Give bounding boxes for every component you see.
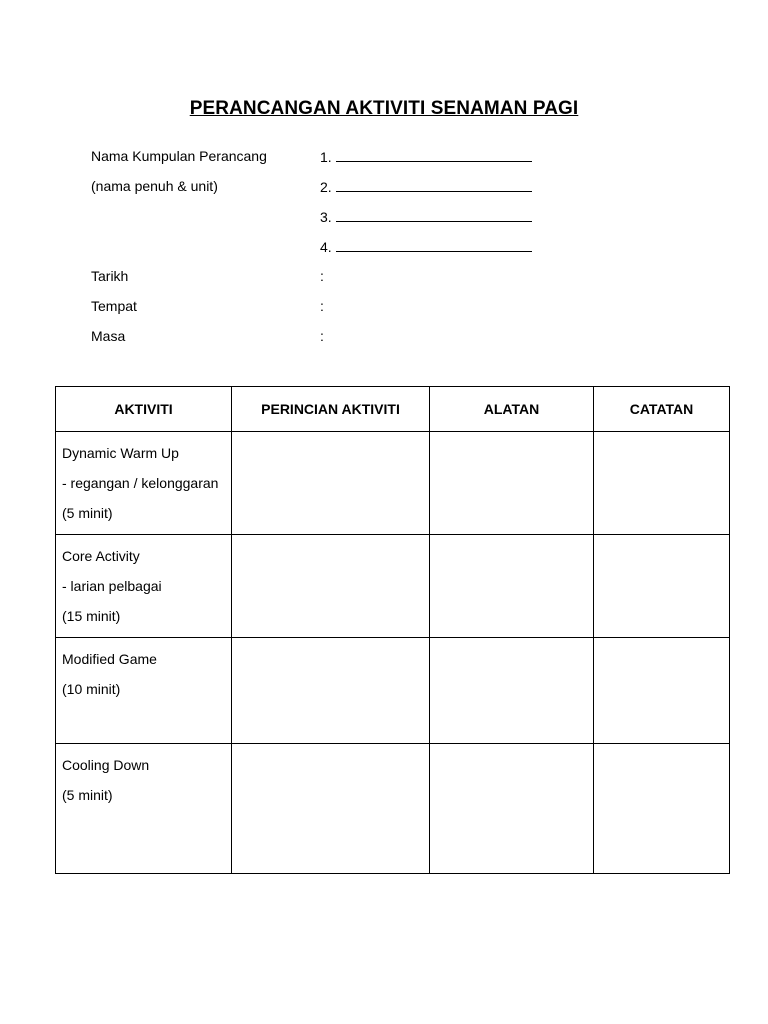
member-2-blank-line[interactable] bbox=[336, 176, 532, 192]
table-header-row bbox=[56, 387, 730, 432]
date-label: Tarikh bbox=[91, 268, 129, 284]
notes-cell[interactable] bbox=[594, 638, 730, 744]
place-label: Tempat bbox=[91, 298, 137, 314]
equipment-cell[interactable] bbox=[430, 638, 594, 744]
header-activity-details: PERINCIAN AKTIVITI bbox=[232, 387, 430, 432]
header-activity: AKTIVITI bbox=[56, 387, 232, 432]
equipment-cell[interactable] bbox=[430, 744, 594, 874]
equipment-cell[interactable] bbox=[430, 535, 594, 638]
activity-name: Cooling Down bbox=[62, 757, 150, 773]
activity-duration: (5 minit) bbox=[62, 787, 113, 803]
table-row bbox=[56, 744, 730, 874]
info-row-place bbox=[91, 296, 591, 326]
date-colon: : bbox=[320, 268, 324, 284]
activity-duration: (15 minit) bbox=[62, 608, 121, 624]
notes-cell[interactable] bbox=[594, 432, 730, 535]
info-section bbox=[91, 146, 591, 356]
activity-name: Dynamic Warm Up bbox=[62, 445, 179, 461]
member-number-2: 2. bbox=[320, 179, 332, 195]
group-label: Nama Kumpulan Perancang bbox=[91, 148, 267, 164]
activity-duration: (10 minit) bbox=[62, 681, 121, 697]
page-title: PERANCANGAN AKTIVITI SENAMAN PAGI bbox=[189, 98, 579, 119]
info-row-member-4 bbox=[91, 236, 591, 266]
activity-cell bbox=[56, 535, 232, 638]
activity-duration: (5 minit) bbox=[62, 505, 113, 521]
notes-cell[interactable] bbox=[594, 535, 730, 638]
table-row bbox=[56, 638, 730, 744]
info-row-time bbox=[91, 326, 591, 356]
info-row-member-3 bbox=[91, 206, 591, 236]
equipment-cell[interactable] bbox=[430, 432, 594, 535]
activity-plan-table bbox=[55, 386, 730, 874]
table-row bbox=[56, 535, 730, 638]
details-cell[interactable] bbox=[232, 744, 430, 874]
activity-name: Modified Game bbox=[62, 651, 157, 667]
details-cell[interactable] bbox=[232, 432, 430, 535]
header-equipment: ALATAN bbox=[430, 387, 594, 432]
member-1-blank-line[interactable] bbox=[336, 146, 532, 162]
activity-detail: - regangan / kelonggaran bbox=[62, 475, 219, 491]
activity-cell bbox=[56, 638, 232, 744]
member-number-1: 1. bbox=[320, 149, 332, 165]
notes-cell[interactable] bbox=[594, 744, 730, 874]
info-row-date bbox=[91, 266, 591, 296]
member-number-4: 4. bbox=[320, 239, 332, 255]
activity-cell bbox=[56, 744, 232, 874]
header-notes: CATATAN bbox=[594, 387, 730, 432]
time-colon: : bbox=[320, 328, 324, 344]
place-colon: : bbox=[320, 298, 324, 314]
time-label: Masa bbox=[91, 328, 126, 344]
member-3-blank-line[interactable] bbox=[336, 206, 532, 222]
member-number-3: 3. bbox=[320, 209, 332, 225]
member-4-blank-line[interactable] bbox=[336, 236, 532, 252]
group-sublabel: (nama penuh & unit) bbox=[91, 178, 218, 194]
activity-cell bbox=[56, 432, 232, 535]
details-cell[interactable] bbox=[232, 535, 430, 638]
table-row bbox=[56, 432, 730, 535]
activity-detail: - larian pelbagai bbox=[62, 578, 162, 594]
info-row-member-1 bbox=[91, 146, 591, 176]
activity-name: Core Activity bbox=[62, 548, 140, 564]
info-row-member-2 bbox=[91, 176, 591, 206]
details-cell[interactable] bbox=[232, 638, 430, 744]
